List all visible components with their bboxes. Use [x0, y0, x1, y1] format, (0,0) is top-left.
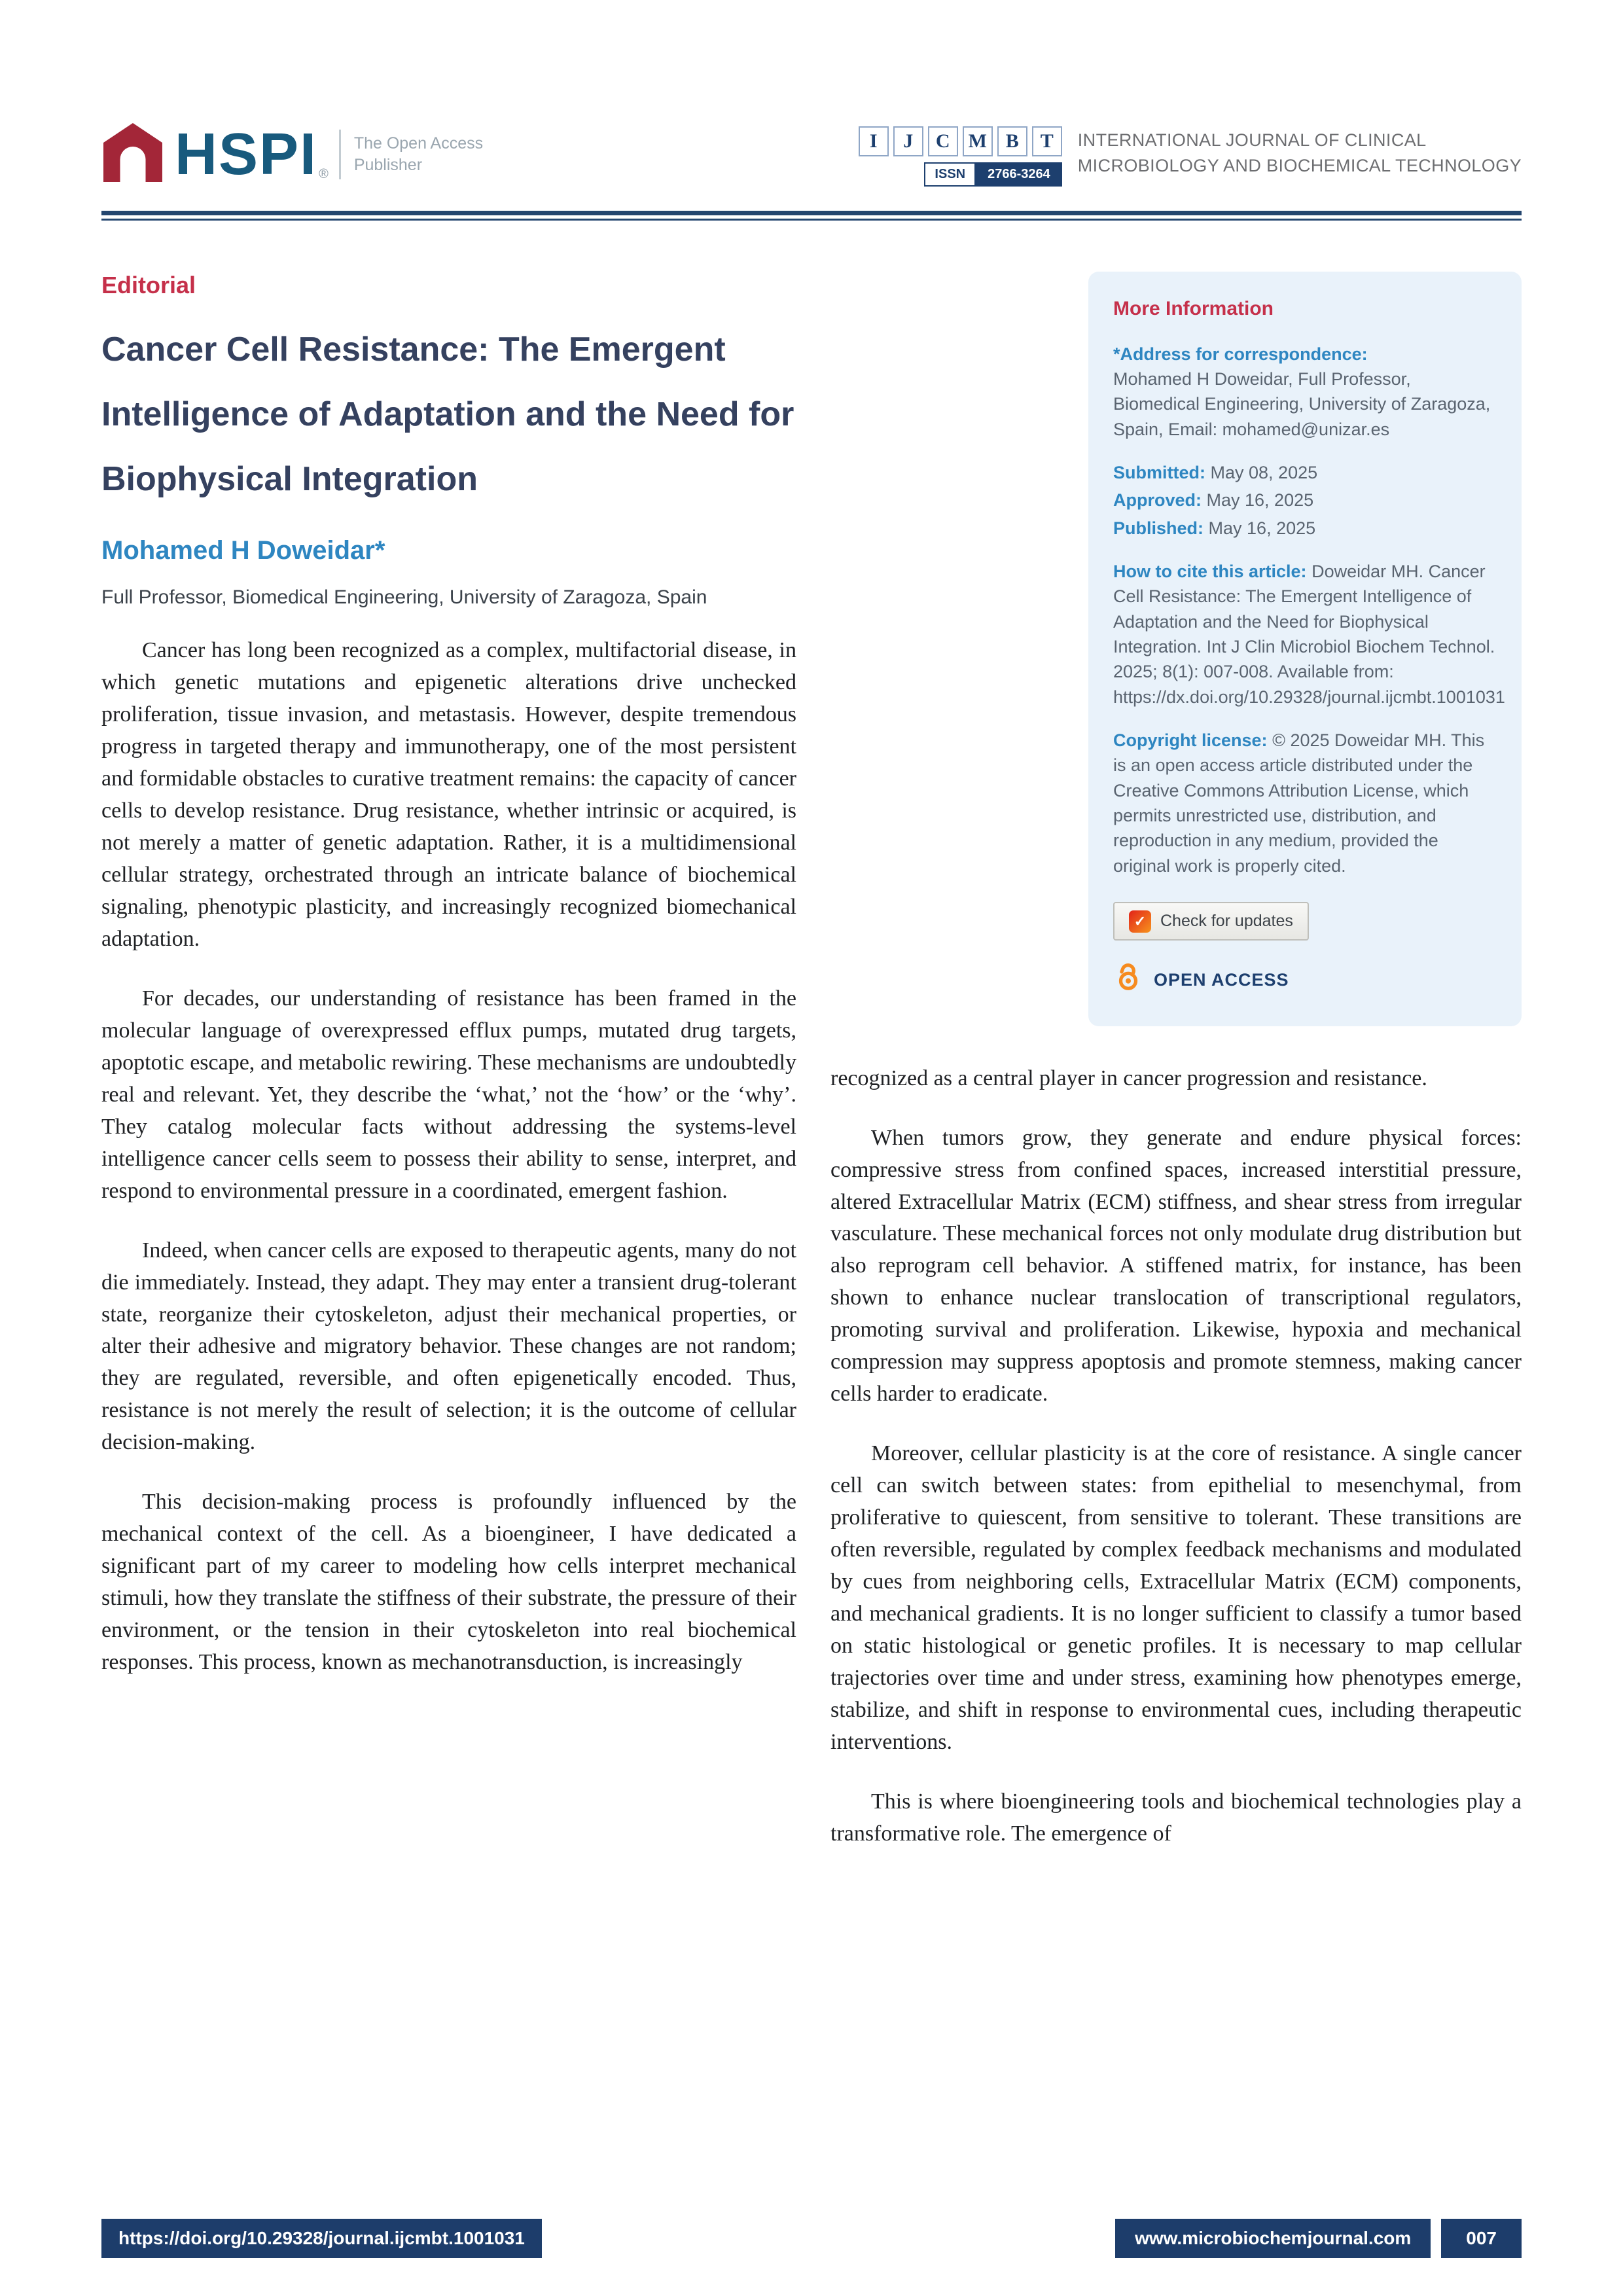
- page-number: 007: [1441, 2219, 1522, 2258]
- publisher-logo: [101, 121, 483, 187]
- paragraph: When tumors grow, they generate and endure physical forces: compressive stress from confined spaces, increased interstitial pressure, altered Extracellular Matrix (ECM) stiffness, and shear stress from irregular vasculature. These mechanical forces not only modulate drug distribution but also reprogram cell behavior. A stiffened matrix, for instance, has been shown to enhance nuclear translocation of transcriptional regulators, promoting survival and proliferation. Likewise, hypoxia and mechanical compression may suppress apoptosis and promote stemness, making cancer cells harder to eradicate.: [830, 1125, 1522, 1407]
- registered-mark: ®: [319, 167, 329, 181]
- article-type-label: Editorial: [101, 272, 196, 298]
- journal-website-link[interactable]: www.microbiochemjournal.com: [1115, 2219, 1431, 2258]
- article-title: Cancer Cell Resistance: The Emergent Intelligence of Adaptation and the Need for Biophysical Integration: [101, 331, 794, 498]
- author-affiliation: Full Professor, Biomedical Engineering, University of Zaragoza, Spain: [101, 586, 707, 609]
- journal-masthead: [859, 126, 1522, 187]
- paragraph: This decision-making process is profoundly influenced by the mechanical context of the cell. As a bioengineer, I have dedicated a significant part of my career to modeling how cells interpret mechanical stimuli, how they translate the stiffness of their substrate, the pressure of their environment, or the tension in their cytoskeleton into real biochemical responses. This process, known as mechanotransduction, is increasingly: [101, 1490, 796, 1675]
- journal-abbreviation: [859, 126, 1062, 187]
- page-footer: [101, 2219, 1522, 2258]
- paragraph: This is where bioengineering tools and biochemical technologies play a transformative role. The emergence of: [830, 1789, 1522, 1846]
- correspondence-text: Mohamed H Doweidar, Full Professor, Biomedical Engineering, University of Zaragoza, Spain, Email: mohamed@unizar.es: [1113, 368, 1491, 439]
- article-body: [101, 272, 1522, 1850]
- correspondence-label: *Address for correspondence:: [1113, 344, 1368, 364]
- header-rule-thick: [101, 211, 1522, 215]
- hspi-house-icon: [101, 121, 164, 187]
- more-information-heading: More Information: [1113, 298, 1274, 319]
- issn-badge: [924, 162, 1061, 187]
- paragraph: Moreover, cellular plasticity is at the core of resistance. A single cancer cell can switch between states: from epithelial to mesenchymal, from proliferative to quiescent, from sensitive to tolerant. These transitions are often reversible, regulated by complex feedback mechanisms and modulated by cues from neighboring cells, Extracellular Matrix (ECM) components, and mechanical gradients. It is no longer sufficient to classify a tumor based on static histological or genetic profiles. It is necessary to map cellular trajectories over time and under stress, examining how phenotypes emerge, stabilize, and shift in response to environmental cues, including therapeutic interventions.: [830, 1441, 1522, 1754]
- journal-name: INTERNATIONAL JOURNAL OF CLINICAL MICROBIOLOGY AND BIOCHEMICAL TECHNOLOGY: [1077, 130, 1522, 176]
- citation-text: Doweidar MH. Cancer Cell Resistance: The Emergent Intelligence of Adaptation and the Need for Biophysical Integration. Int J Clin Microbiol Biochem Technol. 2025; 8(1): 007-008. Available from: https://dx.doi.org/10.29328/journal.ijcmbt.1001031: [1113, 561, 1505, 707]
- footer-spacer: [542, 2219, 1115, 2258]
- dates-block: [1113, 460, 1497, 541]
- logo-divider: [339, 130, 341, 179]
- paragraph: recognized as a central player in cancer progression and resistance.: [830, 1066, 1427, 1090]
- issn-label: ISSN: [924, 162, 976, 187]
- submitted-date: Submitted: May 08, 2025: [1113, 462, 1318, 482]
- paragraph: Indeed, when cancer cells are exposed to therapeutic agents, many do not die immediately. Instead, they adapt. They may enter a transient drug-tolerant state, reorganize their cytoskeleton, adjust their mechanical properties, or alter their adhesive and migratory behavior. These changes are not random; they are regulated, reversible, and often epigenetically encoded. Thus, resistance is not merely the result of selection; it is the outcome of cellular decision-making.: [101, 1238, 796, 1455]
- doi-link[interactable]: https://doi.org/10.29328/journal.ijcmbt.1001031: [101, 2219, 542, 2258]
- correspondence-block: [1113, 342, 1497, 442]
- header-rule: [101, 211, 1522, 221]
- letter-box: I: [859, 126, 889, 156]
- more-information-box: [1088, 272, 1522, 1026]
- paragraph: For decades, our understanding of resistance has been framed in the molecular language of overexpressed efflux pumps, mutated drug targets, apoptotic escape, and metabolic rewiring. These mechanisms are undoubtedly real and relevant. Yet, they describe the ‘what,’ not the ‘how’ or the ‘why’. They catalog molecular facts without addressing the systems-level intelligence cancer cells seem to possess their ability to sense, interpret, and respond to environmental pressure in a coordinated, emergent fashion.: [101, 986, 796, 1203]
- published-date: Published: May 16, 2025: [1113, 518, 1316, 538]
- page-header: [101, 121, 1522, 187]
- issn-value: 2766-3264: [976, 162, 1062, 187]
- letter-box: T: [1032, 126, 1062, 156]
- letter-box: C: [928, 126, 958, 156]
- letter-box: M: [963, 126, 993, 156]
- crossmark-icon: ✓: [1129, 910, 1151, 933]
- open-access-label: OPEN ACCESS: [1154, 970, 1289, 990]
- letter-box: J: [893, 126, 923, 156]
- paragraph: Cancer has long been recognized as a complex, multifactorial disease, in which genetic mutations and epigenetic alterations drive unchecked proliferation, tissue invasion, and metastasis. However, despite tremendous progress in targeted therapy and immunotherapy, one of the most persistent and formidable obstacles to curative treatment remains: the capacity of cancer cells to develop resistance. Drug resistance, whether intrinsic or acquired, is not merely a matter of genetic adaptation. Rather, it is a multidimensional cellular strategy, orchestrated through an intricate balance of biochemical signaling, phenotypic plasticity, and increasingly recognized biomechanical adaptation.: [101, 638, 796, 951]
- copyright-block: Copyright license: © 2025 Doweidar MH. This is an open access article distributed under the Creative Commons Attribution License, which permits unrestricted use, distribution, and reproduction in any medium, provided the original work is properly cited.: [1113, 730, 1485, 876]
- letter-box: B: [997, 126, 1027, 156]
- author-name: Mohamed H Doweidar*: [101, 536, 385, 565]
- check-for-updates-button[interactable]: ✓ Check for updates: [1113, 902, 1309, 941]
- copyright-text: © 2025 Doweidar MH. This is an open access article distributed under the Creative Commons Attribution License, which permits unrestricted use, distribution, and reproduction in any medium, provided the original work is properly cited.: [1113, 730, 1485, 876]
- approved-date: Approved: May 16, 2025: [1113, 490, 1314, 511]
- publisher-brand: HSPI: [175, 121, 318, 187]
- open-lock-icon: [1113, 961, 1143, 998]
- header-rule-thin: [101, 219, 1522, 221]
- journal-letter-boxes: [859, 126, 1062, 156]
- open-access-badge: [1113, 961, 1497, 998]
- right-column: [830, 272, 1522, 1850]
- publisher-tagline: The Open Access Publisher: [353, 134, 484, 174]
- left-column: [101, 272, 796, 1850]
- citation-block: How to cite this article: Doweidar MH. Cancer Cell Resistance: The Emergent Intelligence of Adaptation and the Need for Biophysical Integration. Int J Clin Microbiol Biochem Technol. 2025; 8(1): 007-008. Available from: https://dx.doi.org/10.29328/journal.ijcmbt.1001031: [1113, 561, 1505, 707]
